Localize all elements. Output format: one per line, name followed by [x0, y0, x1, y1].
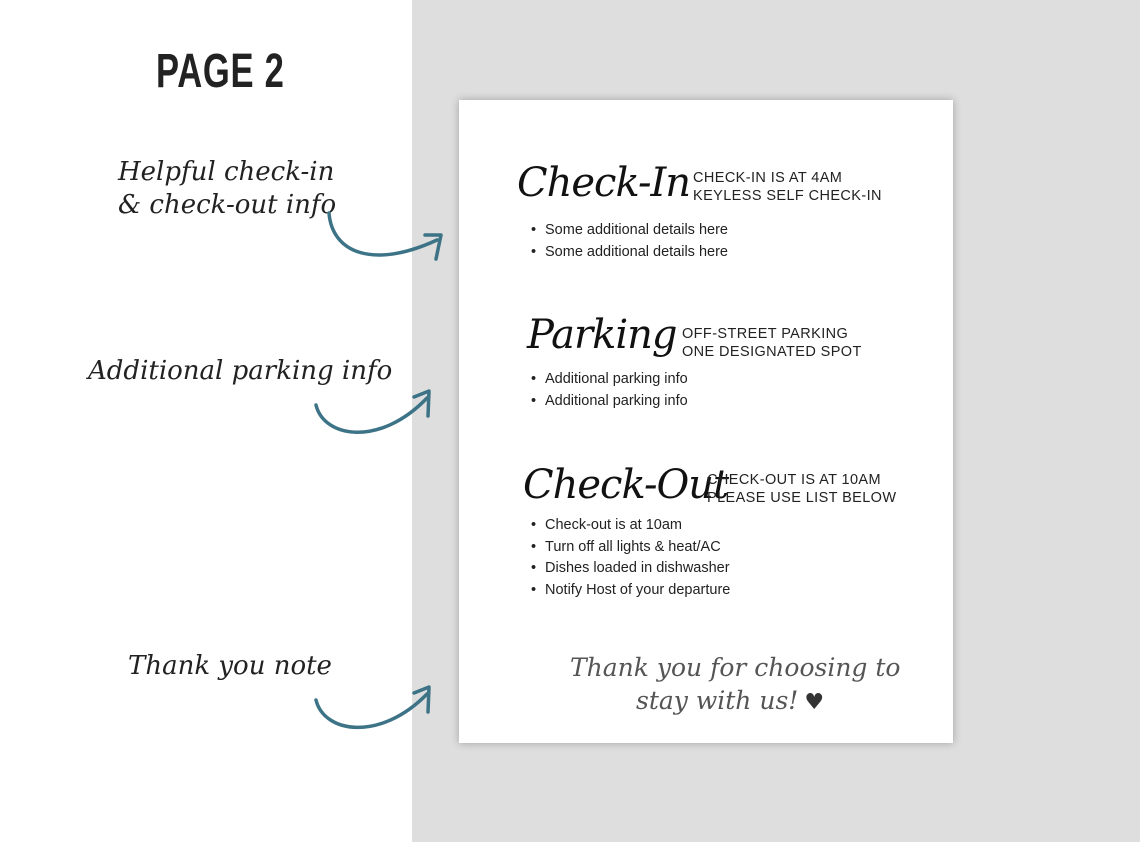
annotation-checkin-line1: Helpful check-in [118, 157, 335, 187]
list-item: • Additional parking info [529, 369, 688, 391]
annotation-checkin-line2: & check-out info [118, 190, 337, 220]
page-label: PAGE 2 [156, 45, 285, 98]
parking-list [529, 369, 688, 412]
checkin-info [693, 169, 882, 205]
list-item: • Dishes loaded in dishwasher [529, 558, 730, 580]
heart-icon: ♥ [804, 690, 825, 715]
annotation-checkin [118, 156, 336, 222]
thanks-line2: stay with us! [636, 686, 799, 715]
list-item: • Check-out is at 10am [529, 515, 730, 537]
checkout-info [707, 471, 896, 507]
checkin-list [529, 220, 728, 263]
checkout-title: Check-Out [523, 462, 729, 508]
list-item: • Some additional details here [529, 242, 728, 264]
list-item: • Turn off all lights & heat/AC [529, 537, 730, 559]
parking-info-line2: ONE DESIGNATED SPOT [682, 344, 862, 360]
list-item: • Notify Host of your departure [529, 580, 730, 602]
thanks-line2-wrap [636, 685, 824, 719]
parking-info-line1: OFF-STREET PARKING [682, 326, 849, 342]
annotation-parking: Additional parking info [88, 356, 393, 386]
thanks-line1: Thank you for choosing to [570, 653, 901, 682]
checkin-title: Check-In [517, 160, 691, 206]
list-item: • Some additional details here [529, 220, 728, 242]
annotation-thanks: Thank you note [128, 651, 332, 681]
checkin-info-line1: CHECK-IN IS AT 4AM [693, 170, 843, 186]
parking-info [682, 325, 862, 361]
parking-title: Parking [527, 312, 677, 358]
checkout-list [529, 515, 730, 601]
checkout-info-line2: PLEASE USE LIST BELOW [707, 490, 897, 506]
left-panel [0, 0, 412, 842]
checkin-info-line2: KEYLESS SELF CHECK-IN [693, 188, 882, 204]
checkout-info-line1: CHECK-OUT IS AT 10AM [707, 472, 881, 488]
info-sheet [459, 100, 953, 743]
list-item: • Additional parking info [529, 391, 688, 413]
